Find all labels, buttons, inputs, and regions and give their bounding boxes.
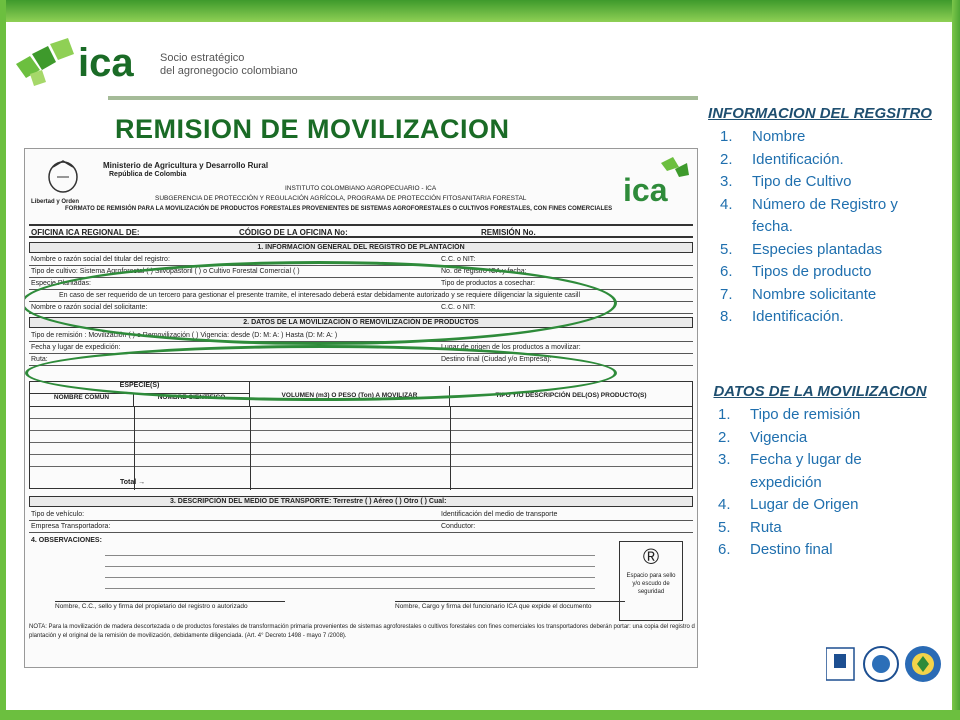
left-green-bar — [0, 0, 6, 720]
table-body-rows — [30, 406, 692, 478]
datos-movilizacion-list — [706, 404, 934, 562]
section-2-header: 2. DATOS DE LA MOVILIZACIÓN O REMOVILIZACIÓN DE PRODUCTOS — [29, 317, 693, 328]
right-green-bar — [952, 0, 960, 720]
s3-row-1 — [29, 510, 693, 521]
note-line-1: NOTA: Para la movilización de madera descortezada o de productos forestales de transformación primaria provenientes de sistemas agroforestales o cultivos forestales con fines comerciales los transportadores deberán portar: una copia del registro d — [29, 624, 695, 630]
highlight-ellipse-movilizacion — [25, 345, 617, 401]
logo-tagline — [160, 52, 298, 78]
info-item: 8. Identificación. — [720, 308, 844, 325]
s1-row-2-left: Tipo de cultivo: Sistema Agroforestal ( ) Silvopastoril ( ) o Cultivo Forestal Comercial ( ) — [31, 268, 300, 275]
form-ica-logo — [621, 155, 691, 207]
info-item: 5. Especies plantadas — [720, 240, 883, 258]
info-registro-list — [706, 126, 934, 329]
s2-row-2-right: Lugar de origen de los productos a movilizar: — [441, 344, 581, 351]
registered-icon: ® — [642, 544, 660, 569]
s3-row-1-left: Tipo de vehículo: — [31, 511, 85, 518]
s2-row-3-right: Destino final (Ciudad y/o Empresa): — [441, 356, 552, 363]
format-title-text: FORMATO DE REMISIÓN PARA LA MOVILIZACIÓN DE PRODUCTOS FORESTALES PROVENIENTES DE SISTEMAS AGROFORESTALES O CULTIVOS FORESTALES, CON FINES COMERCIALES — [65, 206, 613, 212]
s3-row-2-right: Conductor: — [441, 523, 476, 530]
certification-badges — [826, 642, 944, 686]
s1-row-5-left: Nombre o razón social del solicitante: — [31, 304, 148, 311]
remision-form-image — [24, 148, 698, 668]
ministry-text: Ministerio de Agricultura y Desarrollo Rural — [103, 161, 269, 170]
info-registro-panel — [706, 104, 934, 329]
tagline-line-2: del agronegocio colombiano — [160, 65, 298, 77]
ica-logo — [16, 34, 316, 90]
office-row — [29, 224, 693, 238]
species-group-header: ESPECIE(S) — [30, 382, 250, 394]
sign-right-text: Nombre, Cargo y firma del funcionario ICA que expide el documento — [395, 603, 592, 610]
s3-row-1-right: Identificación del medio de transporte — [441, 511, 558, 518]
s1-row-3-right: Tipo de productos a cosechar: — [441, 280, 535, 287]
section-3-header: 3. DESCRIPCIÓN DEL MEDIO DE TRANSPORTE: Terrestre ( ) Aéreo ( ) Otro ( ) Cual: — [29, 496, 693, 507]
col-common-name: NOMBRE COMÚN — [30, 394, 134, 406]
datos-movilizacion-panel — [706, 382, 934, 562]
table-total-label: Total → — [120, 479, 146, 486]
section-4-header: 4. OBSERVACIONES: — [31, 537, 102, 544]
info-item: 2. Identificación. — [720, 150, 844, 168]
icontec-mark — [834, 654, 846, 668]
mov-item: 5. Ruta — [718, 518, 782, 536]
table-vline-3 — [450, 406, 451, 490]
col-scientific-name: NOMBRE CIENTÍFICO — [134, 394, 250, 406]
sign-left-text: Nombre, C.C., sello y firma del propietario del registro o autorizado — [55, 603, 248, 610]
office-code-label: CÓDIGO DE LA OFICINA No: — [239, 228, 348, 237]
sign-line-right — [395, 601, 625, 602]
info-registro-title: INFORMACION DEL REGSITRO — [708, 105, 932, 122]
s2-row-3-left: Ruta: — [31, 356, 48, 363]
s1-row-4-left: En caso de ser requerido de un tercero para gestionar el presente tramite, el interesado deberá estar debidamente autorizado y se requiere diligenciar la siguiente casill — [59, 292, 581, 299]
col-product-type: TIPO Y/O DESCRIPCIÓN DEL(OS) PRODUCTO(S) — [495, 392, 647, 399]
s1-row-2-right: No. de registro ICA y fecha: — [441, 268, 527, 275]
s1-row-1-right: C.C. o NIT: — [441, 256, 476, 263]
top-green-bar — [0, 0, 960, 22]
s2-row-1-left: Tipo de remisión : Movilización ( ) o Removilización ( ) Vigencia: desde (D: M: A: ) Hasta (D: M: A: ) — [31, 332, 338, 339]
mov-item: 4. Lugar de Origen — [718, 496, 859, 513]
info-item: 1. Nombre — [720, 128, 806, 145]
mov-item: 6. Destino final — [718, 541, 833, 558]
col-volume: VOLUMEN (m3) O PESO (Ton) A MOVILIZAR — [250, 386, 450, 406]
form-note — [29, 623, 698, 641]
highlight-ellipse-registro — [24, 261, 617, 345]
motto-text: Libertad y Orden — [31, 199, 80, 205]
s2-row-2-left: Fecha y lugar de expedición: — [31, 344, 121, 351]
mov-item: 3. Fecha y lugar de expedición — [718, 451, 862, 491]
form-ica-logo-text: ica — [623, 172, 668, 207]
tagline-line-1: Socio estratégico — [160, 52, 245, 64]
institute-text: INSTITUTO COLOMBIANO AGROPECUARIO - ICA — [285, 185, 437, 192]
info-item: 7. Nombre solicitante — [720, 285, 877, 303]
table-vline-1 — [134, 406, 135, 490]
note-line-2: plantación y el original de la remisión de movilización, debidamente diligenciada. (Art. 4° Decreto 1498 - mayo 7 /2008). — [29, 633, 347, 639]
mov-item: 1. Tipo de remisión — [718, 406, 861, 423]
datos-movilizacion-title: DATOS DE LA MOVILIZACION — [713, 383, 927, 400]
office-label: OFICINA ICA REGIONAL DE: — [31, 228, 140, 237]
mov-item: 2. Vigencia — [718, 428, 808, 446]
info-item: 6. Tipos de producto — [720, 263, 872, 280]
s1-row-5-right: C.C. o NIT: — [441, 304, 476, 311]
s3-row-2-left: Empresa Transportadora: — [31, 523, 111, 530]
s3-row-2 — [29, 522, 693, 533]
section-1-header: 1. INFORMACIÓN GENERAL DEL REGISTRO DE PLANTACIÓN — [29, 242, 693, 253]
stamp-text: Espacio para sello y/o escudo de seguridad — [626, 573, 676, 595]
info-item: 3. Tipo de Cultivo — [720, 173, 852, 190]
observations-lines — [105, 545, 595, 599]
sign-line-left — [55, 601, 285, 602]
table-vline-2 — [250, 406, 251, 490]
ica-leaf-mark — [16, 34, 161, 90]
bottom-green-bar — [0, 710, 960, 720]
s1-row-3-left: Especie Plantadas: — [31, 280, 91, 287]
security-stamp-box — [619, 541, 683, 621]
ica-logo-text: ica — [78, 41, 134, 85]
page-title: REMISION DE MOVILIZACION — [115, 114, 510, 144]
republic-text: República de Colombia — [109, 171, 187, 178]
subgerencia-text: SUBGERENCIA DE PROTECCIÓN Y REGULACIÓN AGRÍCOLA, PROGRAMA DE PROTECCIÓN FITOSANITARIA FORESTAL — [155, 195, 527, 202]
info-item: 4. Número de Registro y fecha. — [720, 195, 898, 235]
remision-number-label: REMISIÓN No. — [481, 228, 536, 237]
header-divider — [108, 96, 698, 100]
iqnet-mark — [872, 655, 890, 673]
s1-row-1-left: Nombre o razón social del titular del registro: — [31, 256, 170, 263]
